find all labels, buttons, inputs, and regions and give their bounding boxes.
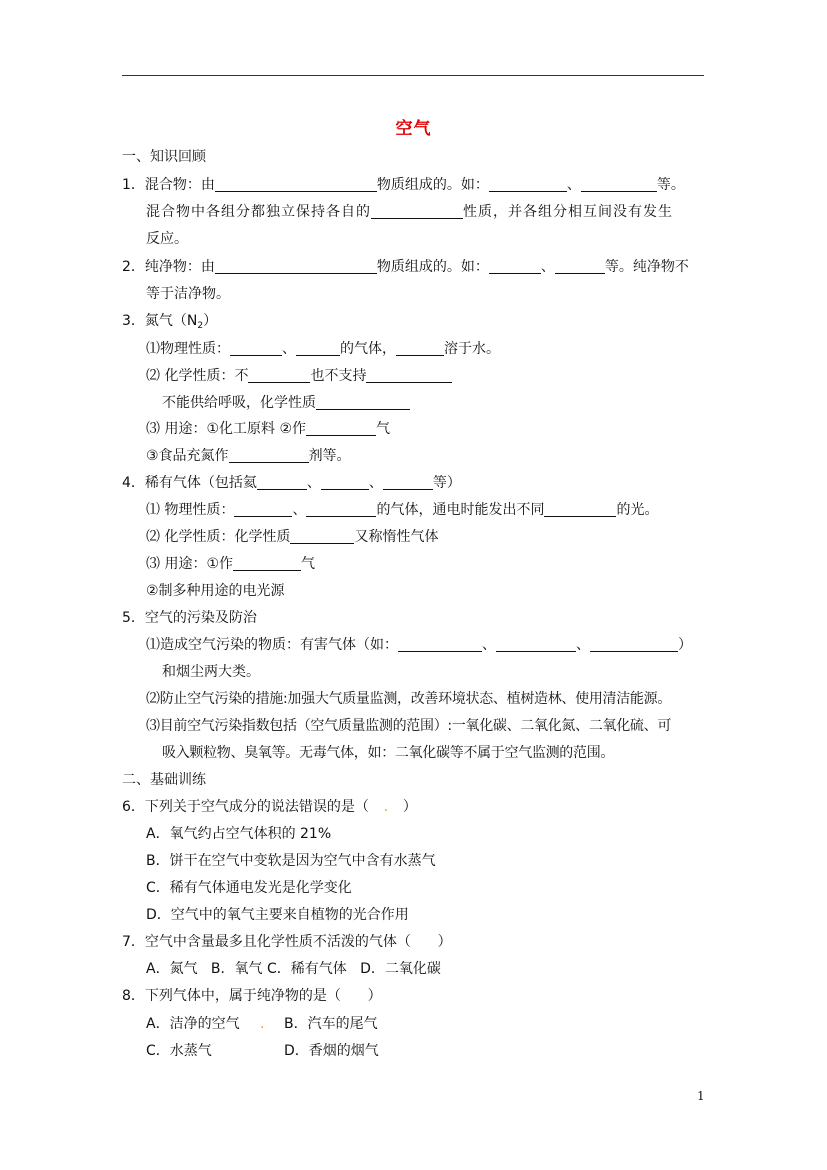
blank[interactable] (581, 177, 657, 192)
blank[interactable] (306, 421, 376, 436)
blank[interactable] (234, 502, 292, 517)
blank[interactable] (233, 556, 301, 571)
question-1-line-1: 1．混合物：由 物质组成的。如： 、 等。 (122, 177, 685, 193)
question-3-use-2: ③食品充氮作 剂等。 (146, 448, 351, 464)
blank[interactable] (306, 502, 376, 517)
blank[interactable] (229, 448, 309, 463)
blank[interactable] (496, 637, 576, 652)
blank[interactable] (230, 341, 282, 356)
question-6-option-b[interactable]: B．饼干在空气中变软是因为空气中含有水蒸气 (146, 853, 436, 869)
blank[interactable] (396, 341, 444, 356)
question-4-use: ⑶ 用途：①作 气 (146, 556, 316, 572)
blank[interactable] (555, 259, 605, 274)
question-5-index-2: 吸入颗粒物、臭氧等。无毒气体，如：二氧化碳等不属于空气监测的范围。 (162, 745, 615, 761)
question-8-option-a[interactable]: A．洁净的空气 (146, 1016, 240, 1032)
question-4-physical: ⑴ 物理性质： 、 的气体，通电时能发出不同 的光。 (146, 502, 659, 518)
blank[interactable] (296, 341, 340, 356)
question-4-heading: 4．稀有气体（包括氦 、 、 等） (122, 475, 461, 491)
blank[interactable] (215, 259, 377, 274)
blank[interactable] (321, 475, 369, 490)
blank[interactable] (383, 475, 433, 490)
question-6-stem: 6．下列关于空气成分的说法错误的是（ . ） (122, 799, 417, 815)
section-heading-review: 一、知识回顾 (122, 149, 206, 165)
question-8-option-b[interactable]: B．汽车的尾气 (284, 1016, 378, 1032)
blank[interactable] (371, 204, 463, 219)
question-3-use: ⑶ 用途：①化工原料 ②作 气 (146, 421, 391, 437)
header-rule (122, 75, 704, 76)
blank[interactable] (366, 368, 452, 383)
question-5-pollutants: ⑴造成空气污染的物质：有害气体（如： 、 、 ） (146, 637, 692, 653)
mark-dot: . (260, 1016, 265, 1032)
blank[interactable] (316, 395, 410, 410)
page-number: 1 (697, 1089, 705, 1103)
question-5-pollutants-2: 和烟尘两大类。 (162, 664, 260, 680)
blank[interactable] (290, 529, 354, 544)
question-1-line-3: 反应。 (146, 231, 188, 247)
question-3-chemical: ⑵ 化学性质：不 也不支持 (146, 367, 452, 385)
question-3-physical: ⑴物理性质： 、 的气体， 溶于水。 (146, 341, 500, 357)
section-heading-practice: 二、基础训练 (122, 772, 206, 788)
question-4-use-2: ②制多种用途的电光源 (146, 583, 285, 599)
question-8-option-d[interactable]: D．香烟的烟气 (284, 1043, 379, 1059)
blank[interactable] (398, 637, 482, 652)
question-2-line-1: 2．纯净物：由 物质组成的。如： 、 等。纯净物不 (122, 259, 689, 275)
question-5-heading: 5．空气的污染及防治 (122, 610, 257, 626)
question-7-stem: 7．空气中含量最多且化学性质不活泼的气体（ ） (122, 934, 452, 950)
question-8-stem: 8．下列气体中，属于纯净物的是（ ） (122, 988, 382, 1004)
blank[interactable] (544, 502, 616, 517)
question-4-chemical: ⑵ 化学性质：化学性质 又称惰性气体 (146, 529, 439, 545)
question-6-option-c[interactable]: C．稀有气体通电发光是化学变化 (146, 880, 352, 896)
question-7-options[interactable]: A．氮气 B．氧气 C．稀有气体 D．二氧化碳 (146, 961, 441, 977)
blank[interactable] (590, 637, 678, 652)
question-6-option-a[interactable]: A．氧气约占空气体积的 21% (146, 826, 332, 842)
page-title: 空气 (395, 119, 432, 139)
question-1-line-2: 混合物中各组分都独立保持各自的 性质，并各组分相互间没有发生 (146, 204, 673, 220)
question-6-option-d[interactable]: D．空气中的氧气主要来自植物的光合作用 (146, 907, 409, 923)
question-3-chemical-2: 不能供给呼吸，化学性质 (162, 394, 410, 412)
blank[interactable] (489, 177, 567, 192)
question-5-prevention: ⑵防止空气污染的措施:加强大气质量监测，改善环境状态、植树造林、使用清洁能源。 (146, 691, 672, 707)
question-5-index: ⑶目前空气污染指数包括（空气质量监测的范围）:一氧化碳、二氧化氮、二氧化硫、可 (146, 718, 672, 734)
blank[interactable] (215, 177, 377, 192)
question-3-heading: 3．氮气$(N_2)$ (122, 313, 218, 331)
blank[interactable] (248, 368, 310, 383)
question-8-option-c[interactable]: C．水蒸气 (146, 1043, 212, 1059)
blank[interactable] (257, 475, 307, 490)
blank[interactable] (489, 259, 541, 274)
question-2-line-2: 等于洁净物。 (146, 286, 230, 302)
